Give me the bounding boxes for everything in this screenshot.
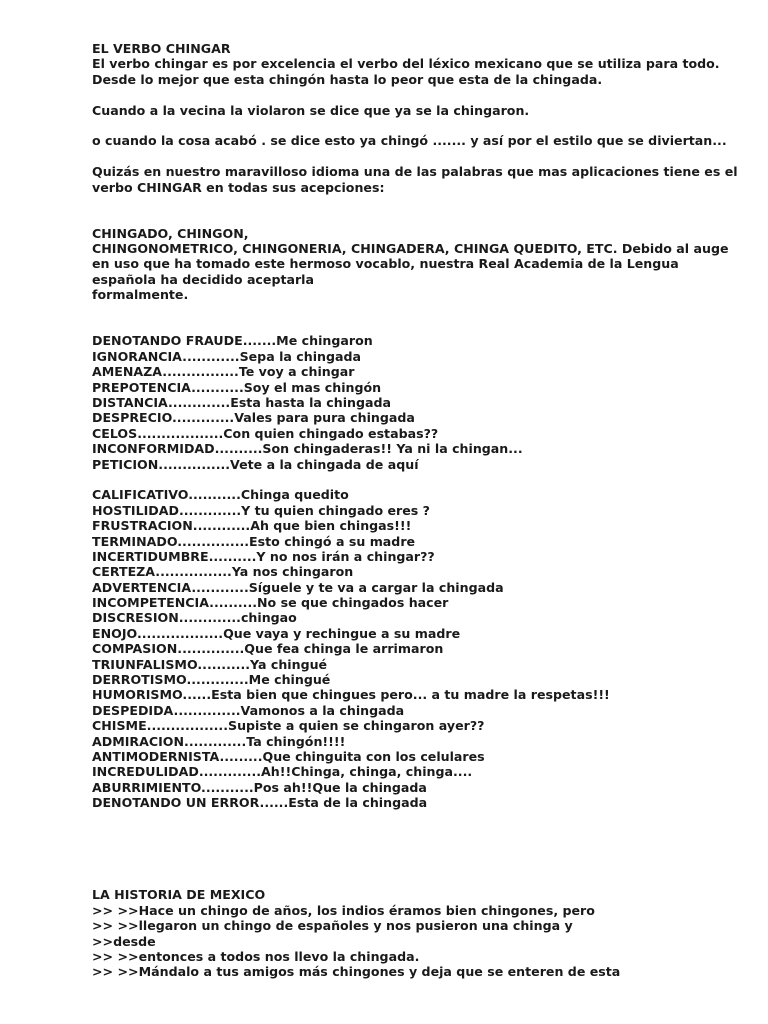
blank-line — [92, 318, 752, 333]
blank-line — [92, 472, 752, 487]
text-line: INCOMPETENCIA..........No se que chingados hacer — [92, 595, 449, 611]
blank-line — [92, 872, 752, 887]
blank-line — [92, 857, 752, 872]
text-line: HOSTILIDAD.............Y tu quien chingado eres ? — [92, 502, 430, 518]
text-line: El verbo chingar es por excelencia el verbo del léxico mexicano que se utiliza para todo. — [92, 56, 720, 72]
paragraph-vecina: Cuando a la vecina la violaron se dice que ya se la chingaron. — [92, 102, 530, 118]
paragraph-cosa-acabo: o cuando la cosa acabó . se dice esto ya chingó ....... y así por el estilo que se diviertan... — [92, 133, 727, 149]
text-line: >> >>entonces a todos nos llevo la chingada. — [92, 949, 420, 965]
text-line: española ha decidido aceptarla — [92, 271, 315, 287]
text-line: DERROTISMO.............Me chingué — [92, 672, 331, 688]
text-line: PREPOTENCIA...........Soy el mas chingón — [92, 379, 382, 395]
text-line: DISTANCIA.............Esta hasta la chingada — [92, 394, 392, 410]
blank-line — [92, 87, 752, 102]
acepciones-list-2 — [92, 487, 752, 810]
text-line: ADVERTENCIA............Síguele y te va a cargar la chingada — [92, 579, 504, 595]
paragraph-idioma — [92, 164, 752, 195]
blank-line — [92, 826, 752, 841]
text-line: >>desde — [92, 933, 156, 949]
text-line: TERMINADO...............Esto chingó a su madre — [92, 533, 416, 549]
blank-line — [92, 195, 752, 210]
text-line: CHINGADO, CHINGON, — [92, 225, 249, 241]
text-line: DENOTANDO FRAUDE.......Me chingaron — [92, 333, 373, 349]
blank-line — [92, 841, 752, 856]
document-title: EL VERBO CHINGAR — [92, 41, 231, 56]
text-line: CELOS..................Con quien chingado estabas?? — [92, 425, 439, 441]
paragraph-real-academia — [92, 226, 752, 303]
text-line: ADMIRACION.............Ta chingón!!!! — [92, 733, 346, 749]
text-line: ENOJO..................Que vaya y rechingue a su madre — [92, 625, 461, 641]
text-line: Desde lo mejor que esta chingón hasta lo peor que esta de la chingada. — [92, 71, 603, 87]
text-line: IGNORANCIA............Sepa la chingada — [92, 348, 362, 364]
text-line: en uso que ha tomado este hermoso vocablo, nuestra Real Academia de la Lengua — [92, 256, 679, 272]
text-line: COMPASION..............Que fea chinga le arrimaron — [92, 641, 444, 657]
text-line: ABURRIMIENTO...........Pos ah!!Que la chingada — [92, 779, 427, 795]
text-line: Quizás en nuestro maravilloso idioma una de las palabras que mas aplicaciones tiene es el — [92, 164, 738, 180]
blank-line — [92, 303, 752, 318]
text-line: >> >>Mándalo a tus amigos más chingones y deja que se enteren de esta — [92, 964, 621, 980]
blank-line — [92, 118, 752, 133]
document-body — [92, 41, 752, 980]
intro-paragraph — [92, 56, 752, 87]
text-line: CHINGONOMETRICO, CHINGONERIA, CHINGADERA, CHINGA QUEDITO, ETC. Debido al auge — [92, 241, 729, 257]
text-line: INCONFORMIDAD..........Son chingaderas!! Ya ni la chingan... — [92, 441, 523, 457]
text-line: AMENAZA................Te voy a chingar — [92, 364, 355, 380]
text-line: HUMORISMO......Esta bien que chingues pero... a tu madre la respetas!!! — [92, 687, 610, 703]
text-line: FRUSTRACION............Ah que bien chingas!!! — [92, 518, 412, 534]
text-line: ANTIMODERNISTA.........Que chinguita con los celulares — [92, 748, 485, 764]
text-line: INCREDULIDAD.............Ah!!Chinga, chinga, chinga.... — [92, 764, 473, 780]
text-line: LA HISTORIA DE MEXICO — [92, 887, 266, 903]
text-line: >> >>llegaron un chingo de españoles y nos pusieron una chinga y — [92, 918, 573, 934]
blank-line — [92, 210, 752, 225]
text-line: DESPEDIDA..............Vamonos a la chingada — [92, 702, 405, 718]
text-line: DISCRESION.............chingao — [92, 610, 297, 626]
text-line: CALIFICATIVO...........Chinga quedito — [92, 487, 349, 503]
acepciones-list-1 — [92, 333, 752, 472]
historia-de-mexico — [92, 887, 752, 979]
text-line: verbo CHINGAR en todas sus acepciones: — [92, 179, 385, 195]
blank-line — [92, 149, 752, 164]
text-line: TRIUNFALISMO...........Ya chingué — [92, 656, 328, 672]
text-line: DESPRECIO.............Vales para pura chingada — [92, 410, 415, 426]
blank-line — [92, 811, 752, 826]
text-line: DENOTANDO UN ERROR......Esta de la chingada — [92, 795, 428, 811]
text-line: formalmente. — [92, 287, 189, 303]
text-line: CERTEZA................Ya nos chingaron — [92, 564, 354, 580]
text-line: CHISME.................Supiste a quien se chingaron ayer?? — [92, 718, 485, 734]
text-line: PETICION...............Vete a la chingada de aquí — [92, 456, 419, 472]
text-line: INCERTIDUMBRE..........Y no nos irán a chingar?? — [92, 548, 435, 564]
text-line: >> >>Hace un chingo de años, los indios éramos bien chingones, pero — [92, 902, 595, 918]
